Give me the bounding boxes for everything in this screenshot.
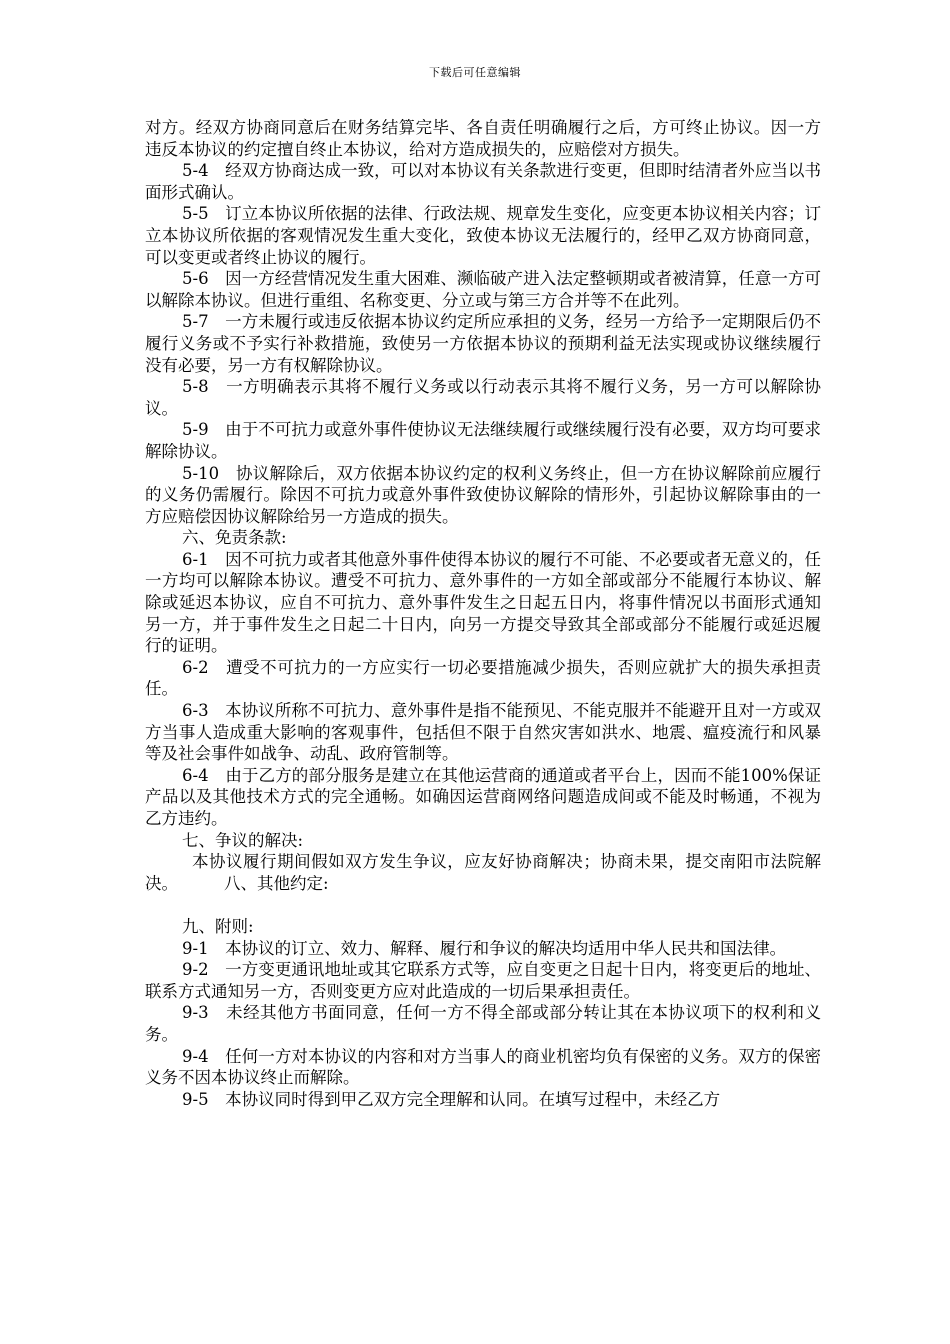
clause-6-2: 6-2 遭受不可抗力的一方应实行一切必要措施减少损失，否则应就扩大的损失承担责任。 <box>145 657 821 699</box>
dispute-resolution-paragraph <box>145 851 821 894</box>
blank-line <box>145 894 821 916</box>
clause-5-6: 5-6 因一方经营情况发生重大困难、濒临破产进入法定整顿期或者被清算，任意一方可以解除本协议。但进行重组、名称变更、分立或与第三方合并等不在此列。 <box>145 269 821 310</box>
clause-5-9: 5-9 由于不可抗力或意外事件使协议无法继续履行或继续履行没有必要，双方均可要求解除协议。 <box>145 420 821 461</box>
clause-9-1: 9-1 本协议的订立、效力、解释、履行和争议的解决均适用中华人民共和国法律。 <box>182 938 787 958</box>
header-text: 下载后可任意编辑 <box>429 66 521 79</box>
clause-5-4: 5-4 经双方协商达成一致，可以对本协议有关条款进行变更，但即时结清者外应当以书面形式确认。 <box>145 161 821 202</box>
clause-9-3: 9-3 未经其他方书面同意，任何一方不得全部或部分转让其在本协议项下的权利和义务。 <box>145 1003 821 1044</box>
dispute-resolution-text: 本协议履行期间假如双方发生争议，应友好协商解决；协商未果，提交南阳市法院解决。 <box>145 852 821 893</box>
clause-5-8: 5-8 一方明确表示其将不履行义务或以行动表示其将不履行义务，另一方可以解除协议。 <box>145 377 821 418</box>
clause-9-2: 9-2 一方变更通讯地址或其它联系方式等，应自变更之日起十日内，将变更后的地址、联系方式通知另一方，否则变更方应对此造成的一切后果承担责任。 <box>145 960 821 1001</box>
clause-5-10: 5-10 协议解除后，双方依据本协议约定的权利义务终止，但一方在协议解除前应履行的义务仍需履行。除因不可抗力或意外事件致使协议解除的情形外，引起协议解除事由的一方应赔偿因协议解除给另一方造成的损失。 <box>145 463 821 526</box>
section-heading-exemption: 六、免责条款: <box>182 528 287 548</box>
clause-5-7: 5-7 一方未履行或违反依据本协议约定所应承担的义务，经另一方给予一定期限后仍不履行义务或不予实行补救措施，致使另一方依据本协议的预期利益无法实现或协议继续履行没有必要，另一方有权解除协议。 <box>145 312 821 375</box>
clause-9-4: 9-4 任何一方对本协议的内容和对方当事人的商业机密均负有保密的义务。双方的保密义务不因本协议终止而解除。 <box>145 1046 821 1088</box>
page-header <box>0 66 950 80</box>
section-heading-appendix: 九、附则: <box>182 916 254 936</box>
clause-6-4: 6-4 由于乙方的部分服务是建立在其他运营商的通道或者平台上，因而不能100%保证产品以及其他技术方式的完全通畅。如确因运营商网络问题造成间或不能及时畅通，不视为乙方违约。 <box>145 765 821 828</box>
clause-9-5: 9-5 本协议同时得到甲乙双方完全理解和认同。在填写过程中，未经乙方 <box>182 1089 721 1109</box>
clause-6-3: 6-3 本协议所称不可抗力、意外事件是指不能预见、不能克服并不能避开且对一方或双方当事人造成重大影响的客观事件，包括但不限于自然灾害如洪水、地震、瘟疫流行和风暴等及社会事件如战争、动乱、政府管制等。 <box>145 701 821 764</box>
clause-5-5: 5-5 订立本协议所依据的法律、行政法规、规章发生变化，应变更本协议相关内容；订立本协议所依据的客观情况发生重大变化，致使本协议无法履行的，经甲乙双方协商同意，可以变更或者终止协议的履行。 <box>145 204 821 267</box>
document-body <box>145 117 821 1110</box>
section-heading-dispute: 七、争议的解决: <box>182 830 304 850</box>
clause-6-1: 6-1 因不可抗力或者其他意外事件使得本协议的履行不可能、不必要或者无意义的，任一方均可以解除本协议。遭受不可抗力、意外事件的一方如全部或部分不能履行本协议、解除或延迟本协议，应自不可抗力、意外事件发生之日起五日内，将事件情况以书面形式通知另一方，并于事件发生之日起二十日内，向另一方提交导致其全部或部分不能履行或延迟履行的证明。 <box>145 549 821 656</box>
paragraph-continuation: 对方。经双方协商同意后在财务结算完毕、各自责任明确履行之后，方可终止协议。因一方违反本协议的约定擅自终止本协议，给对方造成损失的，应赔偿对方损失。 <box>145 118 821 159</box>
section-heading-other: 八、其他约定: <box>224 873 329 893</box>
